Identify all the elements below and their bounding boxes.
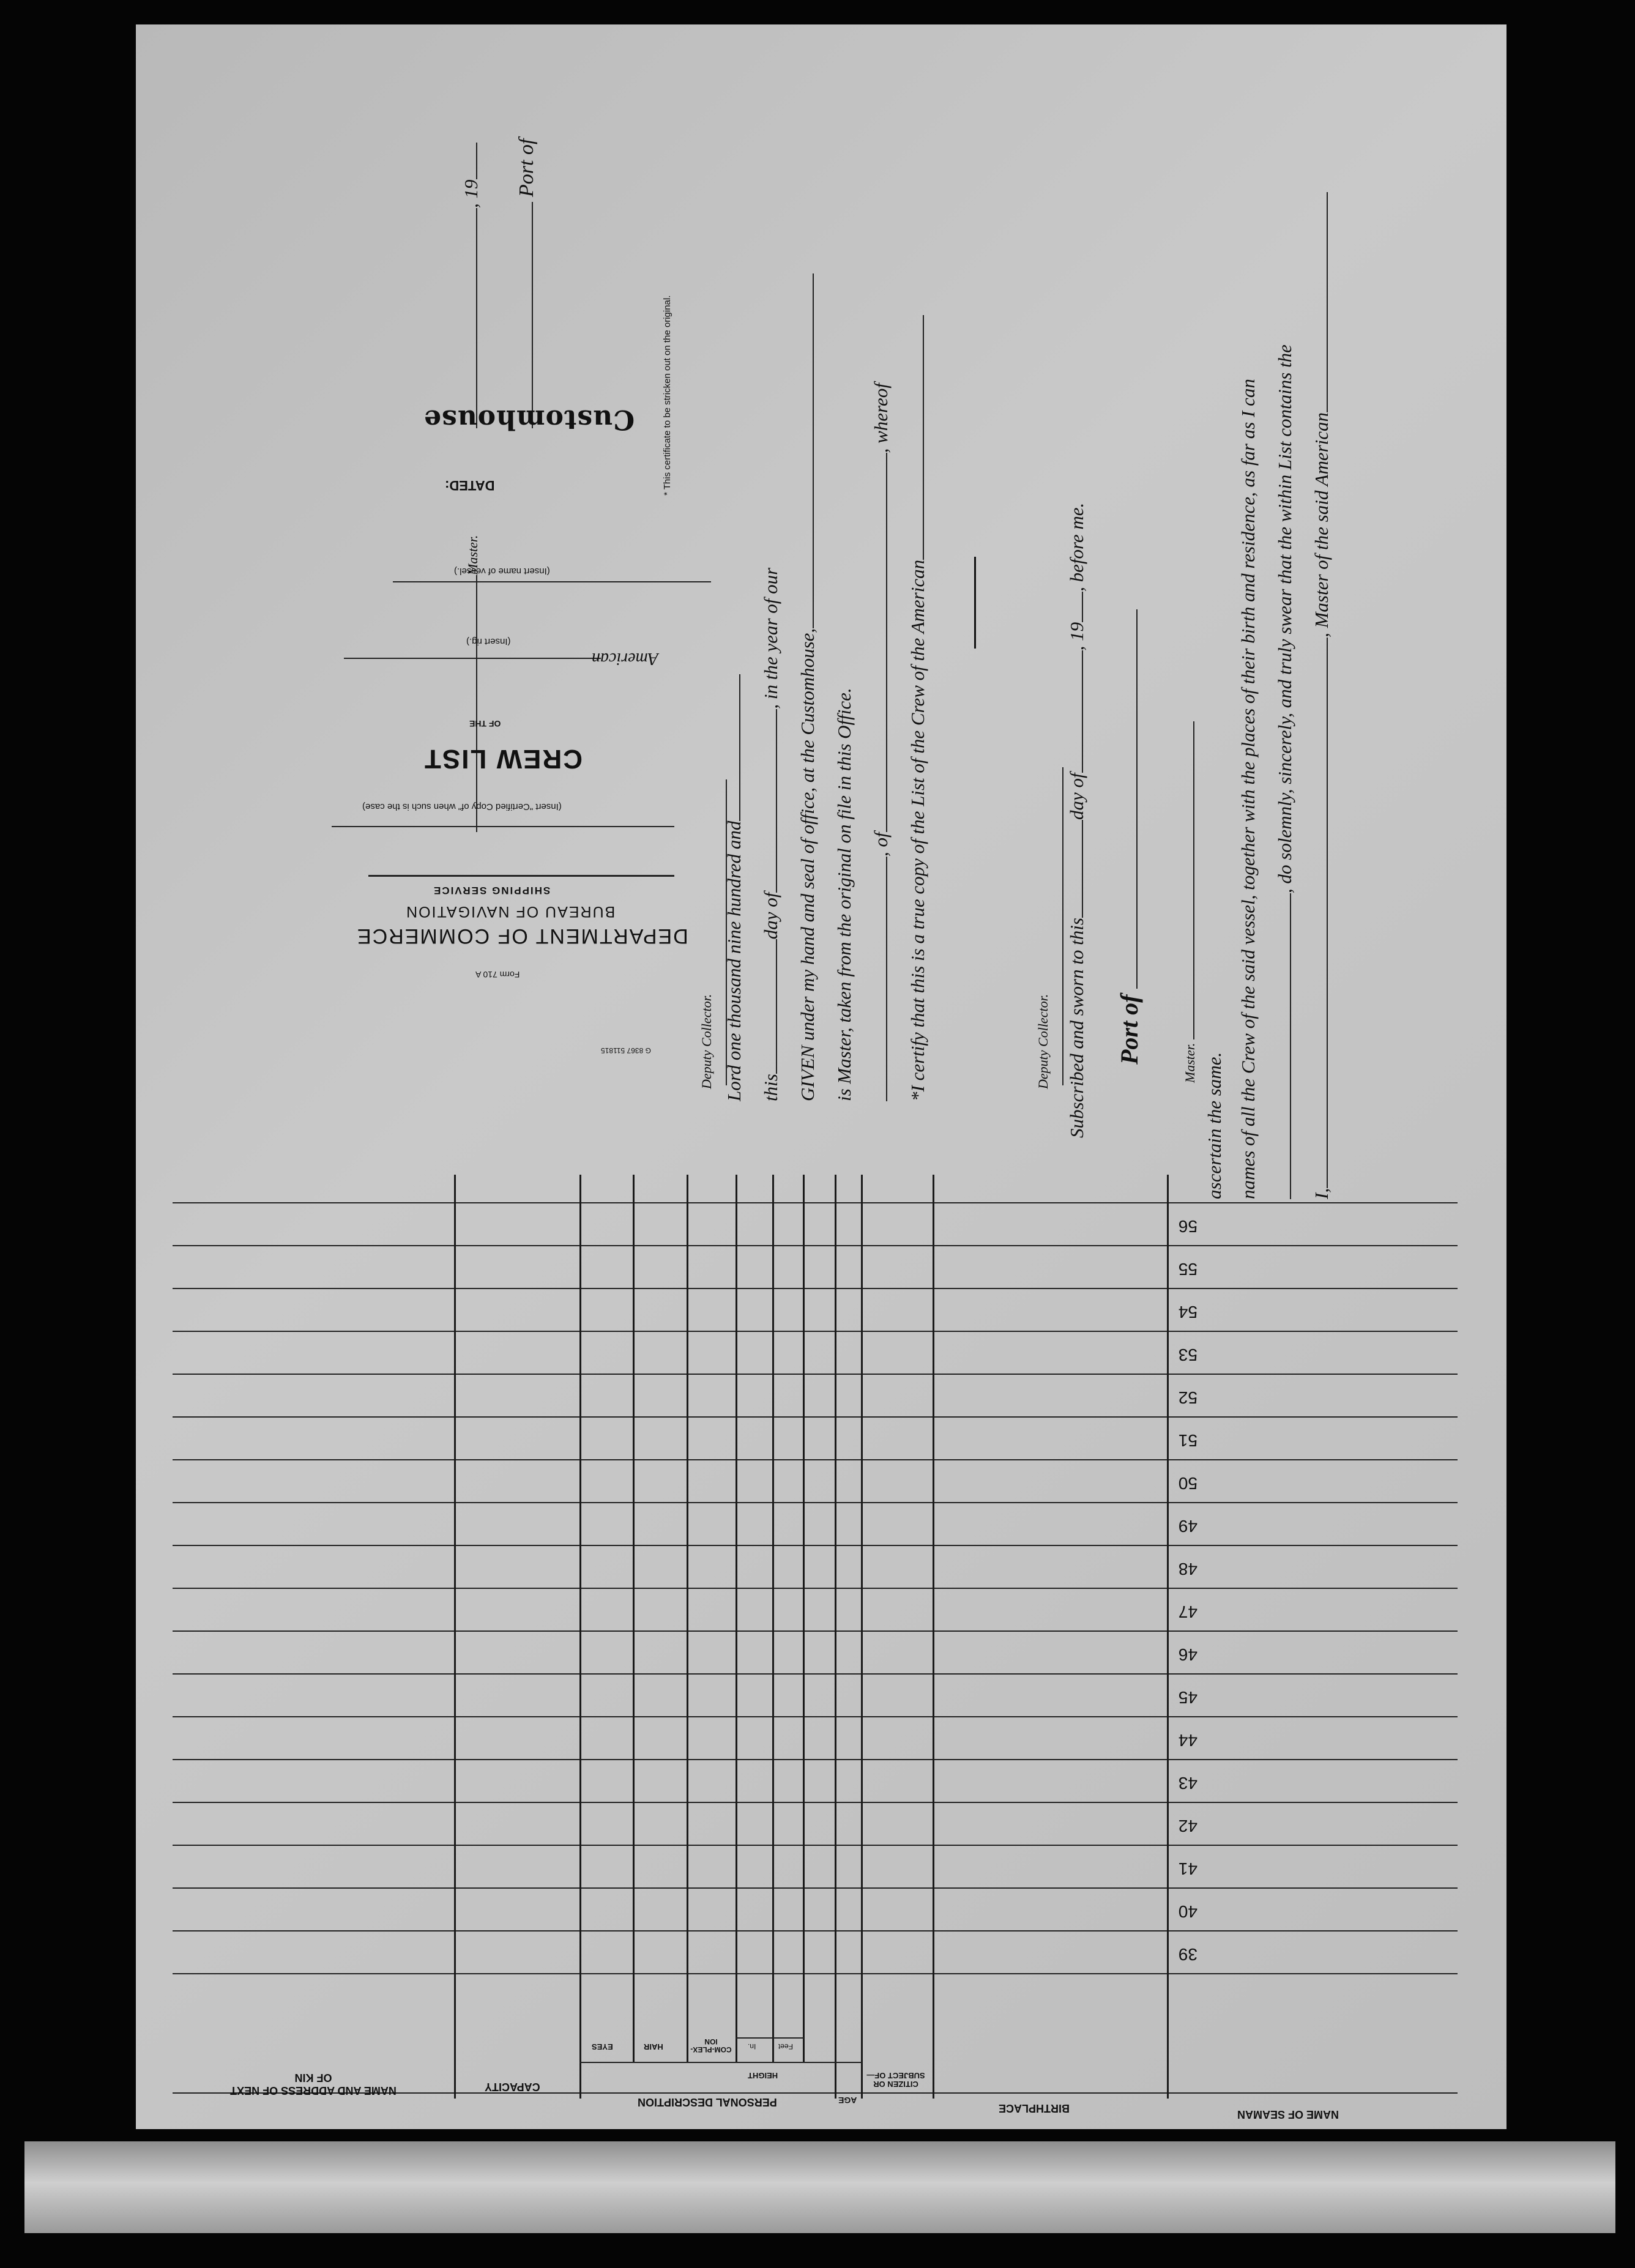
header-eyes: EYES	[592, 2042, 613, 2051]
title-year-field[interactable]	[476, 143, 477, 180]
header-complexion: COM-PLEX-ION	[690, 2037, 732, 2054]
cert-deputy-signature[interactable]	[726, 779, 727, 1085]
row-number: 43	[1178, 1774, 1197, 1793]
cert-line-3	[833, 98, 855, 1101]
row-rule	[173, 1973, 1458, 1974]
cert-line-1-text: *I certify that this is a true copy of the List of the Crew of the American	[907, 559, 928, 1101]
oath-port-of	[1115, 563, 1144, 1065]
header-inches: In.	[748, 2042, 756, 2051]
row-number: 55	[1178, 1260, 1197, 1279]
oath-line-2	[1274, 98, 1296, 1199]
title-master-label: Master.	[465, 535, 480, 575]
vessel-rig-field[interactable]	[1290, 893, 1291, 1199]
height-rule	[736, 2037, 804, 2039]
of-the-label: OF THE	[469, 719, 501, 729]
title-master-field[interactable]	[476, 575, 477, 832]
cert-line-6-text: Lord one thousand nine hundred and	[723, 820, 745, 1101]
column-rule-hair	[687, 1175, 688, 2062]
oath-swear: , do solemnly, sincerely, and truly swear that the within List contains the	[1274, 344, 1295, 893]
oath-master-of: , Master of the said American	[1311, 412, 1332, 638]
row-number: 44	[1178, 1731, 1197, 1750]
cert-day-field[interactable]	[776, 939, 777, 1074]
cert-line-4-text: GIVEN under my hand and seal of office, at the Customhouse,	[797, 628, 818, 1101]
column-rule-next-of-kin	[454, 1175, 456, 2099]
cert-day-of-label: day of	[760, 892, 781, 940]
vessel-name-field[interactable]	[1327, 192, 1328, 412]
row-rule	[173, 1588, 1458, 1589]
row-number: 39	[1178, 1945, 1197, 1964]
deputy-collector-label: Deputy Collector.	[1035, 994, 1051, 1089]
footnote: * This certificate to be stricken out on the original.	[662, 295, 672, 496]
cert-month-field[interactable]	[776, 709, 777, 893]
header-height: HEIGHT	[748, 2071, 778, 2080]
row-rule	[173, 1416, 1458, 1418]
oath-i: I,	[1311, 1188, 1332, 1199]
row-rule	[173, 1845, 1458, 1846]
row-number: 45	[1178, 1688, 1197, 1707]
row-rule	[173, 1673, 1458, 1675]
row-number: 47	[1178, 1602, 1197, 1621]
row-number: 49	[1178, 1517, 1197, 1536]
american-label: American	[592, 649, 658, 668]
row-rule	[173, 1202, 1458, 1203]
cert-year-of-our-label: , in the year of our	[760, 567, 781, 709]
column-rule-complexion	[736, 1175, 737, 2062]
bureau-label: BUREAU OF NAVIGATION	[405, 903, 616, 920]
row-rule	[173, 1759, 1458, 1760]
oath-line-1	[1311, 98, 1333, 1199]
master-name-field[interactable]	[1327, 638, 1328, 1188]
master-sig-label: Master.	[1182, 1043, 1197, 1083]
crew-list-title: CREW LIST	[423, 744, 583, 774]
rig-line	[344, 658, 601, 659]
cert-line-2	[870, 98, 892, 1101]
header-hair: HAIR	[644, 2042, 663, 2051]
row-number: 48	[1178, 1560, 1197, 1578]
row-rule	[173, 1288, 1458, 1289]
column-rule-age	[835, 1175, 836, 2099]
header-birthplace: BIRTHPLACE	[999, 2102, 1070, 2114]
form-number: Form 710 A	[475, 970, 520, 980]
dated-label: DATED:	[445, 478, 495, 493]
cert-whereof-label: , whereof	[870, 383, 892, 453]
master-signature-field[interactable]	[1193, 721, 1194, 1039]
header-name-of-seaman: NAME OF SEAMAN	[1237, 2108, 1339, 2121]
row-number: 56	[1178, 1217, 1197, 1236]
shipping-service-label: SHIPPING SERVICE	[433, 885, 551, 896]
before-me-label: , before me.	[1066, 502, 1087, 592]
sworn-year-field[interactable]	[1082, 592, 1083, 622]
title-port-of	[515, 110, 538, 428]
column-rule-capacity	[579, 1175, 581, 2099]
oath-deputy-collector	[1035, 722, 1067, 1089]
cert-line-3-text: is Master, taken from the original on file in this Office.	[833, 688, 855, 1101]
oath-line-3	[1237, 98, 1259, 1199]
header-next-of-kin: NAME AND ADDRESS OF NEXT OF KIN	[230, 2072, 397, 2097]
cert-line-4	[797, 98, 819, 1101]
header-capacity: CAPACITY	[485, 2081, 540, 2093]
sworn-day-field[interactable]	[1082, 820, 1083, 918]
deputy-collector-signature[interactable]	[1062, 767, 1063, 1085]
row-number: 52	[1178, 1388, 1197, 1407]
insert-rig-note: (Insert rig.)	[466, 636, 511, 647]
certified-line	[332, 826, 674, 827]
column-rule-birthplace	[933, 1175, 934, 2099]
row-rule	[173, 1545, 1458, 1546]
form-view	[136, 24, 1507, 2129]
column-rule-name	[1167, 1175, 1169, 2099]
personal-description-rule	[579, 2062, 862, 2063]
header-age: AGE	[838, 2095, 857, 2105]
column-rule-height-ft	[803, 1175, 805, 2062]
row-rule	[173, 1374, 1458, 1375]
title-port-field[interactable]	[532, 202, 533, 428]
cert-year-field[interactable]	[739, 674, 740, 821]
cert-port-field[interactable]	[886, 453, 887, 832]
row-number: 42	[1178, 1816, 1197, 1835]
row-rule	[173, 1802, 1458, 1803]
department-label: DEPARTMENT OF COMMERCE	[356, 924, 688, 948]
row-rule	[173, 1502, 1458, 1503]
row-number: 46	[1178, 1645, 1197, 1664]
row-number: 40	[1178, 1902, 1197, 1921]
sworn-month-field[interactable]	[1082, 650, 1083, 773]
row-rule	[173, 1630, 1458, 1632]
cert-rig-field[interactable]	[886, 857, 887, 1101]
subscribed-label: Subscribed and sworn to this	[1066, 918, 1087, 1138]
row-rule	[173, 1930, 1458, 1932]
cert-deputy-collector	[699, 722, 731, 1089]
cert-line-5	[760, 98, 782, 1101]
row-rule	[173, 1459, 1458, 1460]
row-rule	[173, 1887, 1458, 1889]
master-line	[460, 514, 482, 832]
insert-vessel-note: (Insert name of vessel.)	[454, 566, 550, 576]
oath-port-of-label: Port of	[1115, 994, 1143, 1065]
title-port-of-label: Port of	[515, 138, 538, 197]
cert-customhouse-field[interactable]	[813, 273, 814, 628]
cert-deputy-label: Deputy Collector.	[699, 994, 714, 1089]
title-year-prefix: , 19	[460, 179, 482, 208]
row-rule	[173, 1716, 1458, 1717]
cert-of-label: , of	[870, 832, 892, 857]
row-number: 51	[1178, 1431, 1197, 1450]
oath-line-3-text: names of all the Crew of the said vessel, together with the places of their birth and residence, as far as I can	[1237, 379, 1259, 1199]
oath-line-4-text: ascertain the same.	[1204, 1052, 1225, 1199]
title-rule	[368, 875, 674, 877]
rolled-paper-edge	[24, 2141, 1615, 2233]
column-rule-citizen	[861, 1175, 863, 2099]
column-rule-height-in	[772, 1175, 774, 2062]
header-feet: Feet	[778, 2042, 794, 2051]
oath-separator	[974, 557, 976, 649]
header-citizen: CITIZEN OR SUBJECT OF—	[866, 2071, 925, 2089]
row-rule	[173, 1331, 1458, 1332]
year-19-label: , 19	[1066, 622, 1087, 651]
oath-master-signature	[1182, 716, 1198, 1083]
row-number: 41	[1178, 1859, 1197, 1878]
certified-copy-note: (Insert "Certified Copy of" when such is the case)	[362, 801, 562, 812]
cert-line-1	[907, 98, 929, 1101]
cert-vessel-field[interactable]	[923, 315, 924, 560]
customhouse-heading: Customhouse	[423, 404, 635, 435]
row-number: 53	[1178, 1345, 1197, 1364]
day-of-label: day of	[1066, 773, 1087, 820]
title-date-field[interactable]	[476, 208, 477, 428]
vessel-name-line	[393, 581, 711, 582]
oath-line-4	[1204, 98, 1226, 1199]
row-number: 50	[1178, 1474, 1197, 1493]
oath-port-field[interactable]	[1136, 609, 1138, 989]
print-code: G 8367 511815	[601, 1046, 651, 1055]
oath-subscribed	[1066, 379, 1088, 1138]
column-rule-eyes	[633, 1175, 635, 2062]
title-year-line	[460, 110, 482, 428]
cert-this-label: this	[760, 1074, 781, 1101]
row-number: 54	[1178, 1303, 1197, 1322]
row-rule	[173, 1245, 1458, 1246]
header-personal-description: PERSONAL DESCRIPTION	[638, 2096, 777, 2108]
